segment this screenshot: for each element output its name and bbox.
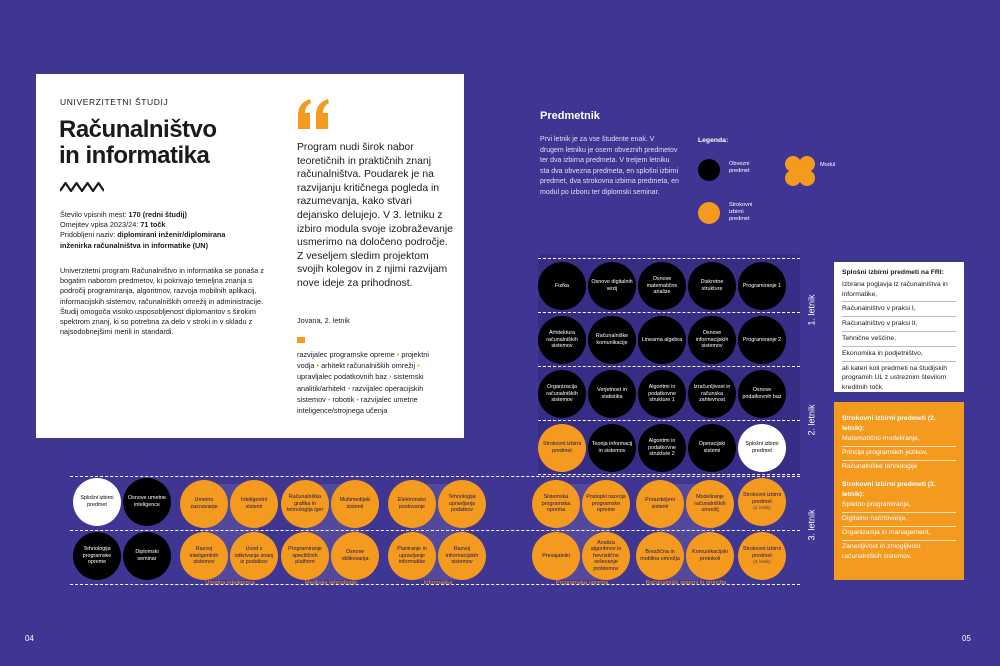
elective-2-item: Računalniške tehnologije [842,463,918,470]
course-label: Strokovni izbirni predmet [742,546,782,559]
electives-3-title: Strokovni izbirni predmeti (3. letnik): [842,481,936,498]
career-separator: • [415,361,420,371]
zigzag-icon [60,182,104,192]
course-label: Osnove umetne inteligence [127,495,167,508]
course-y3-ai [123,478,171,526]
year-label-3: 3. letnik [806,509,817,541]
course-label: Teorija informacij in sistemov [591,441,633,454]
page-number-right: 05 [962,634,971,643]
year-label-1: 1. letnik [806,294,817,326]
course-label: Osnove podatkovnih baz [742,387,782,400]
career-item: robotik [332,394,355,404]
degree-label: Pridobljeni naziv: [60,230,118,240]
course-label: Programiranje 1 [742,282,782,289]
course-label: Osnove oblikovanja [341,549,369,562]
course-y2-r2 [738,424,786,472]
course-y1-r2 [688,316,736,364]
legend-mandatory-icon [698,159,720,181]
electives-3-list [842,500,956,562]
list-divider [842,460,956,461]
course-label: Organizacija računalniških sistemov [546,384,578,404]
module-course [331,480,379,528]
limit-label: Omejitev vpisa 2023/24: [60,220,141,230]
legend-elective-label: Strokovni izbirni predmet [729,202,753,223]
degree-value-1: diplomirani inženir/diplomirana [117,230,226,240]
list-divider [842,446,956,447]
electives-2-list [842,434,956,472]
general-elective-item: Računalništvo v praksi I, [842,305,916,313]
legend-elective-icon [698,202,720,224]
career-separator: • [345,383,353,393]
course-y1-r2 [638,316,686,364]
module-label: Umetna inteligenca [205,580,255,586]
general-electives-list [842,280,956,393]
predmetnik-text: Prvi letnik je za vse študente enak. V drugem letniku je osem obveznih predmetov ter dva izbirna predmeta. V tretjem letniku sta dva obvezna predmeta, en splošni izbirni predmet, dva strokovna izbirna predmeta, en modul po izboru ter diplomski seminar. [540,136,679,196]
legend-module-label: Modul [820,162,836,168]
course-label: Prevajalniki [542,552,570,559]
career-item: projektni vodja [297,350,429,371]
list-divider [842,316,956,317]
career-item: upravljalec podatkovnih baz [297,372,388,382]
row-separator [538,366,800,368]
course-label: Porazdeljeni sistemi [645,497,675,510]
row-separator [538,420,800,422]
seats-label: Število vpisnih mest: [60,210,129,219]
legend-mandatory-label: Obvezni predmet [729,161,750,175]
course-label: Računalniške komunikacije [595,333,629,346]
course-label: Operacijski sistemi [698,441,726,454]
course-y2-r2 [688,424,736,472]
module-course [281,480,329,528]
elective-2-item: Matematično modeliranje, [842,435,920,442]
list-divider [842,526,956,527]
module-course [180,532,228,580]
course-label: Algoritmi in podatkovne strukture 1 [648,384,676,404]
career-item: razvijalec operacijskih sistemov [297,383,424,404]
course-label: Inteligentni sistemi [240,497,268,510]
career-item: razvijalec programske opreme [297,350,395,359]
elective-3-item: Digitalno načrtovanje, [842,515,908,522]
course-y1-r2 [588,316,636,364]
legend-title: Legenda: [698,137,729,144]
course-y2-r1 [588,370,636,418]
year-label-2: 2. letnik [806,404,817,436]
course-label: Linearna algebra [641,336,683,343]
general-electives-title: Splošni izbirni predmeti na FRI: [842,269,944,276]
list-divider [842,331,956,332]
module-course [230,480,278,528]
course-label: Analiza algoritmov in hevristično reševanje problemov [590,539,622,572]
module-course [388,480,436,528]
y3-mid-line [70,530,800,532]
course-label: Komunikacijski protokoli [692,549,728,562]
module-course [331,532,379,580]
general-elective-item: Izbrana poglavja iz računalništva in informatike, [842,280,948,298]
course-label: Diplomski seminar [135,549,159,562]
row-separator [538,312,800,314]
legend-module-icon [784,155,816,187]
course-y2-r2 [588,424,636,472]
course-y1-r1 [688,262,736,310]
module-course [582,480,630,528]
career-separator: • [325,394,333,404]
list-divider [842,361,956,362]
module-course [438,532,486,580]
general-elective-item: Računalništvo v praksi II, [842,320,918,328]
course-y2-r1 [738,370,786,418]
course-y2-r2 [638,424,686,472]
course-label: Arhitektura računalniških sistemov [546,330,578,350]
course-y1-r1 [738,262,786,310]
seats-value: 170 (redni študij) [128,210,187,219]
module-course [438,480,486,528]
course-label: Diskretne strukture [700,279,724,292]
course-y1-r1 [538,262,586,310]
module-course [582,532,630,580]
y3-bottom-line [70,584,800,586]
module-course [230,532,278,580]
course-y3-elective [738,532,786,580]
career-item: arhitekt računalniških omrežij [321,361,416,371]
course-label: Razvoj informacijskih sistemov [445,546,479,566]
course-label: Uvod v odkrivanje znanj iz podatkov [234,546,274,566]
quote-icon [296,99,332,129]
limit-value: 71 točk [140,220,166,230]
course-label: Sistemska programska oprema [541,494,571,514]
module-course [180,480,228,528]
module-course [636,480,684,528]
list-divider [842,512,956,513]
general-elective-item: Ekonomika in podjetništvo, [842,349,923,357]
electives-2-title: Strokovni izbirni predmeti (2. letnik): [842,415,936,432]
elective-3-item: Zanesljivost in zmogljivost računalniških sistemov. [842,543,921,560]
predmetnik-title: Predmetnik [540,110,600,122]
course-y3-elective [738,478,786,526]
course-label: Programiranje 2 [742,336,782,343]
course-label: Strokovni izbirni predmet [542,441,582,454]
list-divider [842,346,956,347]
student-quote: Program nudi širok nabor teoretičnih in praktičnih znanj računalništva. Poudarek je na razvijanju kritičnega pogleda in razumevanja, kako stvari dejansko delujejo. V 3. letniku z izbiro modula svoje izobraževanje usmerimo na določeno področje. Z veseljem sledim projektom svojih kolegov in z njimi razvijam nove ideje za prihodnost. [297,142,453,289]
course-label: Strokovni izbirni predmet [742,492,782,505]
course-label: Osnove digitalnih vezij [591,279,633,292]
course-label: Tehnologija upravljanja podatkov [448,494,476,514]
course-y2-r1 [538,370,586,418]
module-label: Medijske tehnologije [304,580,358,586]
program-facts [60,210,270,251]
course-y1-r2 [738,316,786,364]
list-divider [842,301,956,302]
general-elective-item: Tehnične veščine, [842,334,897,342]
course-note: (3. letnik) [753,559,771,565]
module-label: Programska oprema [555,580,609,586]
elective-3-item: Spletno programiranje, [842,501,911,508]
professional-electives-box [834,402,964,580]
course-label: Verjetnost in statistika [597,387,627,400]
course-y2-r1 [688,370,736,418]
career-item: sistemski analitik/arhitekt [297,372,424,393]
module-course [281,532,329,580]
course-label: Izračunljivost in računska zahtevnost [693,384,731,404]
degree-value-2: inženirka računalništva in informatike (UN) [60,240,209,250]
course-label: Postopki razvoja programske opreme [586,494,626,514]
careers-icon [297,337,305,343]
elective-3-item: Organizacija in management, [842,529,931,536]
course-label: Računalniška grafika in tehnologija iger [286,494,324,514]
course-label: Umetno zaznavanje [190,497,218,510]
course-y3-sw [73,532,121,580]
program-panel [36,74,464,438]
module-course [636,532,684,580]
course-label: Elektronsko poslovanje [397,497,427,510]
course-label: Multimedijski sistemi [339,497,371,510]
course-label: Splošni izbirni predmet [80,495,114,508]
career-separator: • [354,394,361,404]
course-y3-general [73,478,121,526]
course-label: Splošni izbirni predmet [745,441,779,454]
course-label: Tehnologija programske opreme [82,546,112,566]
title-line-2: in informatika [59,142,210,169]
module-label: Informatika [423,580,453,586]
module-course [532,532,580,580]
quote-author: Jovana, 2. letnik [297,316,350,325]
module-course [532,480,580,528]
kicker: UNIVERZITETNI ŠTUDIJ [60,97,169,107]
list-divider [842,540,956,541]
course-y1-r1 [588,262,636,310]
module-course [686,532,734,580]
module-course [388,532,436,580]
course-label: Programiranje specifičnih platform [288,546,322,566]
module-label: Računalniški sistemi in omrežja [645,580,727,586]
title-line-1: Računalništvo [59,116,217,143]
course-label: Fizika [554,282,570,289]
elective-2-item: Principi programskih jezikov, [842,449,928,456]
module-course [686,480,734,528]
course-label: Razvoj inteligentnih sistemov [189,546,219,566]
page-title [59,117,259,169]
course-y2-r2 [538,424,586,472]
row-separator [538,258,800,260]
course-label: Osnove matematične analize [646,276,678,296]
career-separator: • [394,350,402,359]
careers-list [297,349,447,416]
career-separator: • [314,361,322,371]
course-label: Osnove informacijskih sistemov [695,330,729,350]
general-electives-box [834,262,964,392]
page-number-left: 04 [25,634,34,643]
intro-text: Univerzitetni program Računalništvo in informatika se ponaša z bogatim naborom predmetov, ki pokrivajo temeljna znanja s področij programiranja, algoritmov, razvoja mobilnih aplikacij, informacijskih sistemov, računalniških omrežij in administracije. Študij omogoča visoko usposobljenost diplomantov s širokim spektrom znanj, ki so potrebna za delo v stroki in v skladu z najsodobnejšimi merili in standardi. [60,266,265,337]
course-label: Planiranje in upravljanje informatike [397,546,427,566]
course-y1-r1 [638,262,686,310]
course-y3-seminar [123,532,171,580]
course-label: Algoritmi in podatkovne strukture 2 [648,438,676,458]
y3-top-line [70,476,800,478]
career-item: razvijalec umetne inteligence/strojnega učenja [297,394,418,416]
course-label: Modeliranje računalniških omrežij [694,494,726,514]
course-note: (2. letnik) [753,505,771,511]
general-elective-item: ali kateri koli predmeti na študijskih programih UL z ustreznim številom kreditnih točk. [842,364,948,392]
course-y1-r2 [538,316,586,364]
career-separator: • [387,372,394,382]
course-y2-r1 [638,370,686,418]
course-label: Brezžična in mobilna omrežja [640,549,680,562]
